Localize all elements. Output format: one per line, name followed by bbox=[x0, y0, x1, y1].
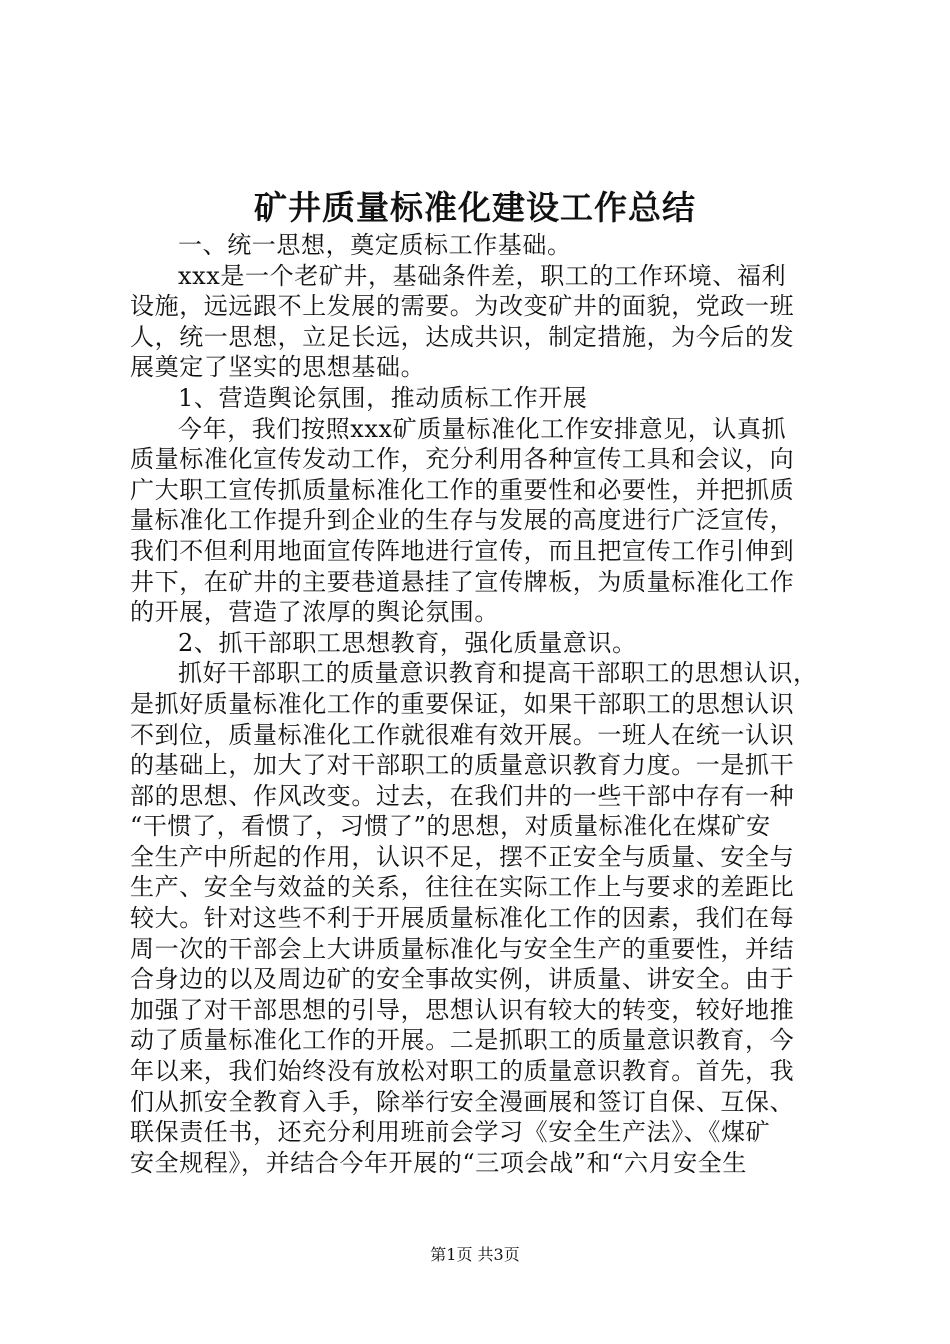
paragraph-line: 是抓好质量标准化工作的重要保证，如果干部职工的思想认识 bbox=[130, 689, 795, 718]
paragraph-line: 联保责任书，还充分利用班前会学习《安全生产法》、《煤矿 bbox=[130, 1118, 771, 1147]
page-number-footer: 第1页 共3页 bbox=[430, 1245, 520, 1264]
paragraph-line: 设施，远远跟不上发展的需要。为改变矿井的面貌，党政一班 bbox=[130, 292, 795, 321]
paragraph-line: 生产、安全与效益的关系，往往在实际工作上与要求的差距比 bbox=[130, 873, 795, 902]
paragraph-line: 人，统一思想，立足长远，达成共识，制定措施，为今后的发 bbox=[130, 322, 795, 351]
paragraph-line: 全生产中所起的作用，认识不足，摆不正安全与质量、安全与 bbox=[130, 842, 795, 871]
paragraph-line: 我们不但利用地面宣传阵地进行宣传，而且把宣传工作引伸到 bbox=[130, 536, 795, 565]
paragraph-line: 年以来，我们始终没有放松对职工的质量意识教育。首先，我 bbox=[130, 1057, 795, 1086]
paragraph-line: 动了质量标准化工作的开展。二是抓职工的质量意识教育，今 bbox=[130, 1026, 795, 1055]
document-body bbox=[130, 230, 830, 1178]
paragraph-line: 安全规程》，并结合今年开展的“三项会战”和“六月安全生 bbox=[130, 1148, 748, 1177]
paragraph-line: xxx是一个老矿井，基础条件差，职工的工作环境、福利 bbox=[178, 261, 787, 290]
paragraph-line: “干惯了，看惯了，习惯了”的思想，对质量标准化在煤矿安 bbox=[130, 812, 771, 841]
paragraph-line: 的基础上，加大了对干部职工的质量意识教育力度。一是抓干 bbox=[130, 751, 795, 780]
paragraph-line: 不到位，质量标准化工作就很难有效开展。一班人在统一认识 bbox=[130, 720, 795, 749]
paragraph-line: 质量标准化宣传发动工作，充分利用各种宣传工具和会议，向 bbox=[130, 445, 795, 474]
heading-line: 1、营造舆论氛围，推动质标工作开展 bbox=[178, 383, 588, 412]
paragraph-line: 抓好干部职工的质量意识教育和提高干部职工的思想认识， bbox=[178, 659, 818, 688]
document-title: 矿井质量标准化建设工作总结 bbox=[254, 188, 696, 227]
paragraph-line: 量标准化工作提升到企业的生存与发展的高度进行广泛宣传， bbox=[130, 506, 795, 535]
paragraph-line: 今年，我们按照xxx矿质量标准化工作安排意见，认真抓 bbox=[178, 414, 787, 443]
paragraph-line: 井下，在矿井的主要巷道悬挂了宣传牌板，为质量标准化工作 bbox=[130, 567, 795, 596]
paragraph-line: 的开展，营造了浓厚的舆论氛围。 bbox=[130, 598, 499, 627]
heading-line: 一、统一思想，奠定质标工作基础。 bbox=[178, 231, 572, 259]
paragraph-line: 广大职工宣传抓质量标准化工作的重要性和必要性，并把抓质 bbox=[130, 475, 795, 504]
paragraph-line: 周一次的干部会上大讲质量标准化与安全生产的重要性，并结 bbox=[130, 934, 795, 963]
heading-line: 2、抓干部职工思想教育，强化质量意识。 bbox=[178, 628, 637, 657]
paragraph-line: 部的思想、作风改变。过去，在我们井的一些干部中存有一种 bbox=[130, 781, 795, 810]
paragraph-line: 合身边的以及周边矿的安全事故实例，讲质量、讲安全。由于 bbox=[130, 965, 795, 994]
paragraph-line: 较大。针对这些不利于开展质量标准化工作的因素，我们在每 bbox=[130, 904, 795, 933]
paragraph-line: 加强了对干部思想的引导，思想认识有较大的转变，较好地推 bbox=[130, 995, 795, 1024]
paragraph-line: 们从抓安全教育入手，除举行安全漫画展和签订自保、互保、 bbox=[130, 1087, 795, 1116]
paragraph-line: 展奠定了坚实的思想基础。 bbox=[130, 353, 426, 382]
